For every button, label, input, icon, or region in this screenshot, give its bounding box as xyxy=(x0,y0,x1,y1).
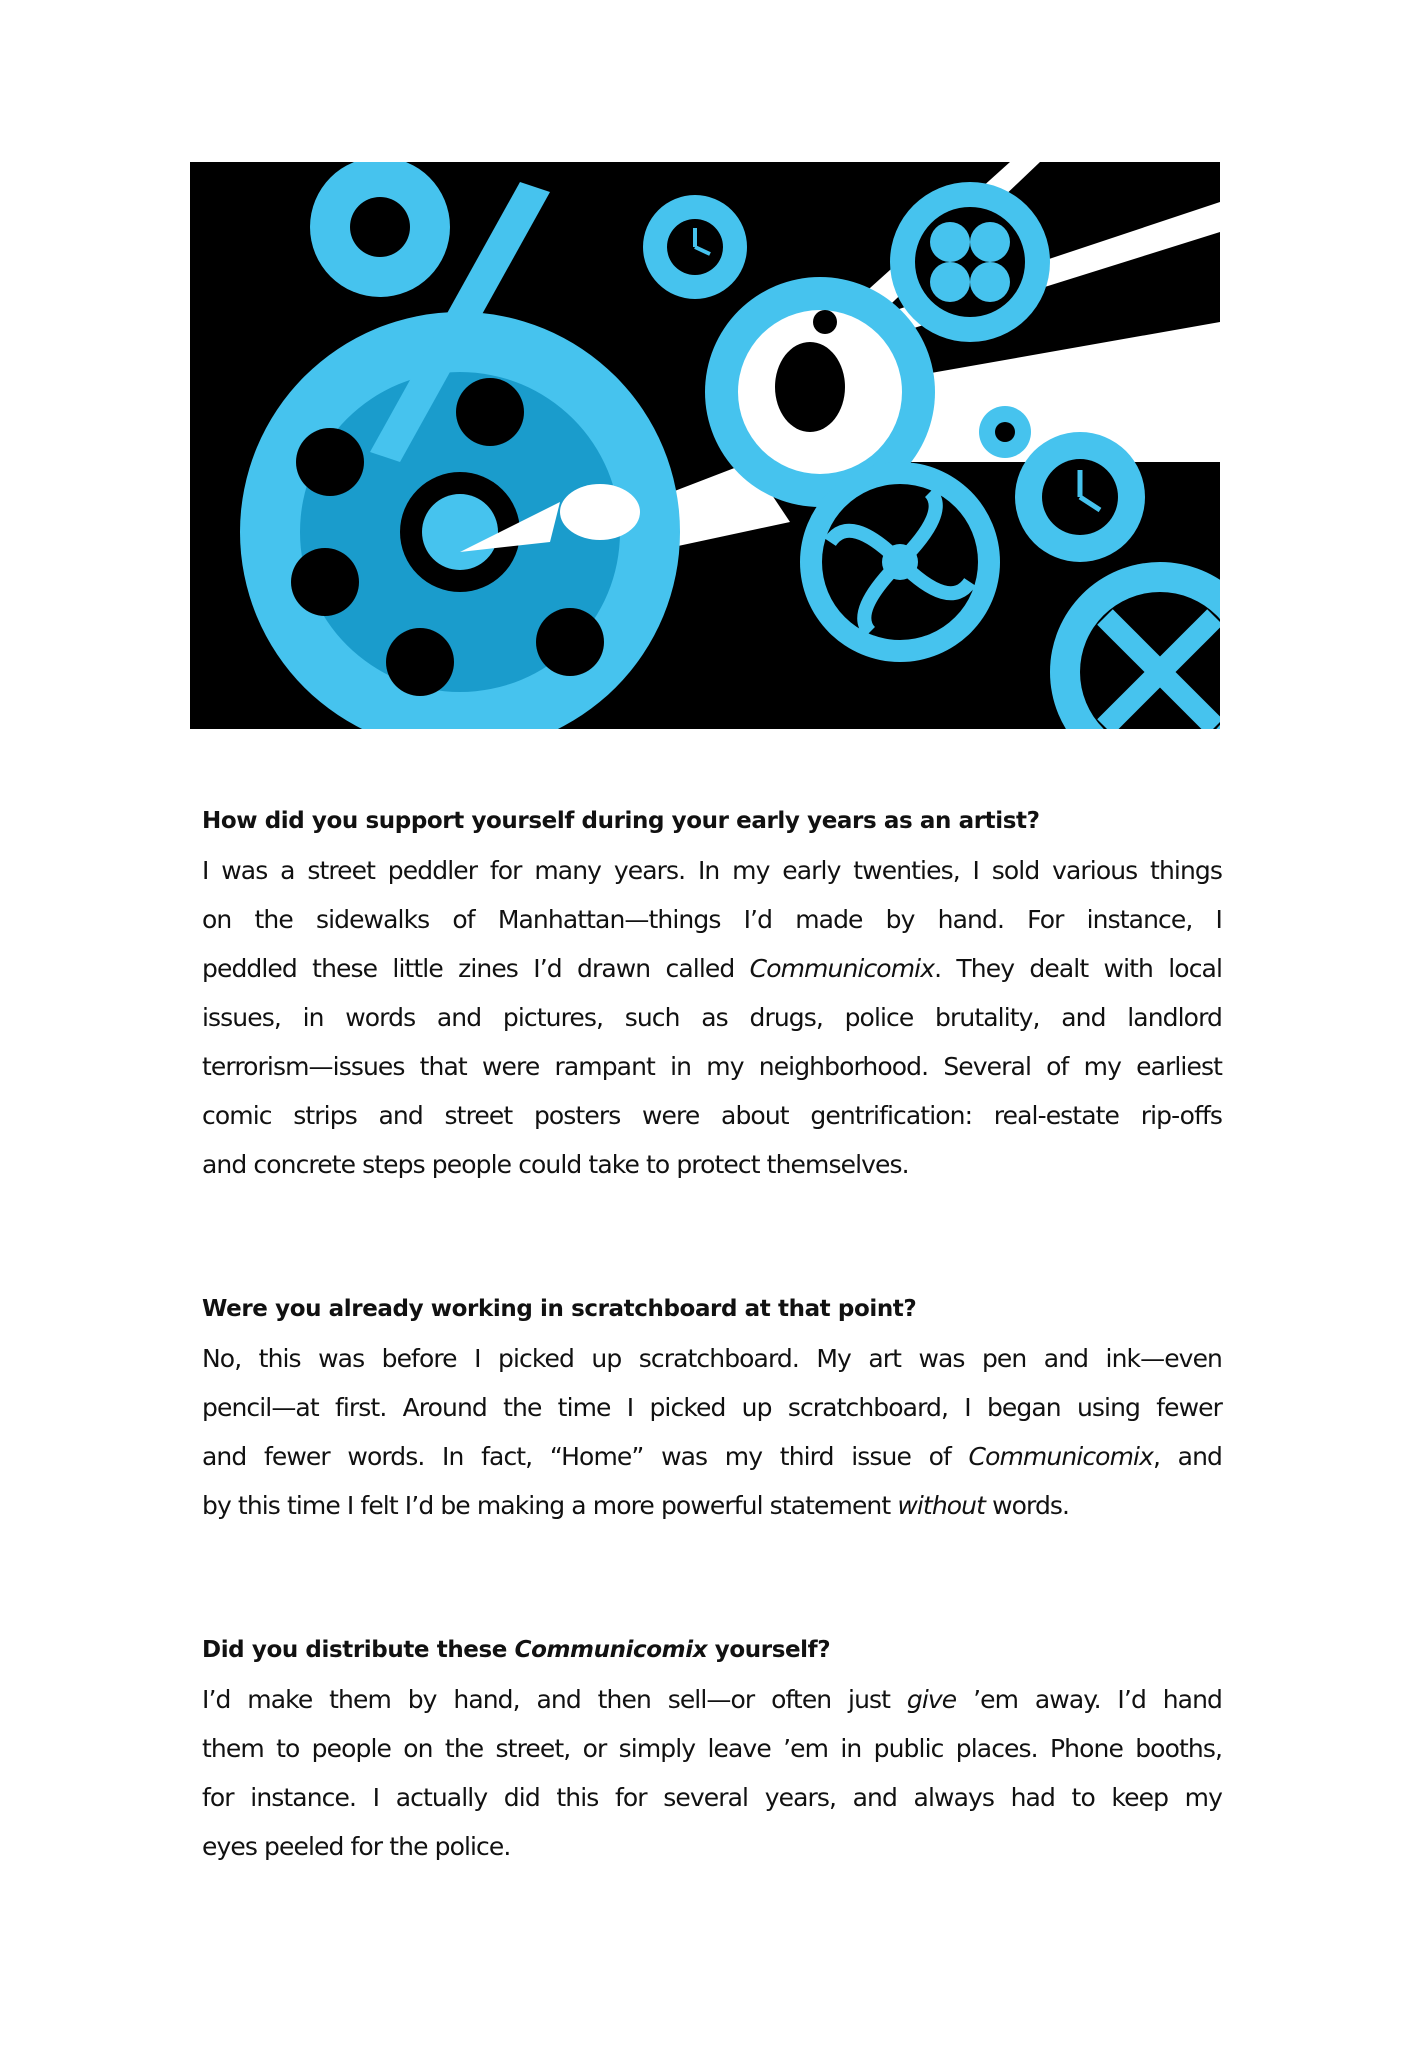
answer-text: and fewer words. In fact, “Home” was my third issue of xyxy=(202,1442,969,1471)
answer-line: on the sidewalks of Manhattan—things I’d made by hand. For instance, I xyxy=(202,905,1222,934)
gears-artwork xyxy=(190,162,1220,729)
question-heading xyxy=(202,1626,1222,1675)
clover-gear-icon xyxy=(890,182,1050,342)
answer-emphasis: give xyxy=(906,1685,957,1714)
answer-line xyxy=(202,1432,1222,1481)
answer-emphasis: Communicomix xyxy=(968,1442,1153,1471)
answer-line: them to people on the street, or simply leave ’em in public places. Phone booths, xyxy=(202,1734,1222,1763)
answer-text: . They dealt with local xyxy=(934,954,1223,983)
answer-line: pencil—at first. Around the time I picked up scratchboard, I began using fewer xyxy=(202,1393,1222,1422)
answer-line: No, this was before I picked up scratchboard. My art was pen and ink—even xyxy=(202,1344,1222,1373)
question-emphasis: Communicomix xyxy=(514,1637,708,1663)
clock-gear-top-icon xyxy=(643,195,747,299)
answer-paragraph xyxy=(202,1675,1222,1871)
qa-section-2 xyxy=(202,1285,1222,1530)
question-text: Did you distribute these xyxy=(202,1637,515,1663)
small-gear-center-icon xyxy=(979,406,1031,458)
spiral-gear-icon xyxy=(800,462,1000,662)
answer-line: issues, in words and pictures, such as drugs, police brutality, and landlord xyxy=(202,1003,1222,1032)
qa-section-1 xyxy=(202,797,1222,1189)
answer-line: eyes peeled for the police. xyxy=(202,1832,511,1861)
question-text: yourself? xyxy=(707,1637,831,1663)
answer-text: , and xyxy=(1152,1442,1222,1471)
answer-line xyxy=(202,1675,1222,1724)
answer-emphasis: without xyxy=(897,1491,986,1520)
clock-gear-right-icon xyxy=(1015,432,1145,562)
answer-paragraph xyxy=(202,846,1222,1189)
answer-line: terrorism—issues that were rampant in my neighborhood. Several of my earliest xyxy=(202,1052,1222,1081)
answer-text: ’em away. I’d hand xyxy=(956,1685,1222,1714)
answer-paragraph xyxy=(202,1334,1222,1530)
question-heading: Were you already working in scratchboard at that point? xyxy=(202,1296,917,1322)
answer-text: peddled these little zines I’d drawn called xyxy=(202,954,750,983)
answer-line xyxy=(202,1481,1222,1530)
answer-line: comic strips and street posters were about gentrification: real-estate rip-offs xyxy=(202,1101,1222,1130)
answer-text: words. xyxy=(985,1491,1070,1520)
answer-emphasis: Communicomix xyxy=(749,954,935,983)
question-heading: How did you support yourself during your early years as an artist? xyxy=(202,808,1040,834)
answer-line xyxy=(202,944,1222,993)
answer-text: by this time I felt I’d be making a more powerful statement xyxy=(202,1491,898,1520)
small-gear-top-left-icon xyxy=(310,162,450,297)
answer-text: I’d make them by hand, and then sell—or often just xyxy=(202,1685,907,1714)
gears-illustration xyxy=(190,162,1220,729)
qa-section-3 xyxy=(202,1626,1222,1871)
answer-line: and concrete steps people could take to protect themselves. xyxy=(202,1150,909,1179)
answer-line: I was a street peddler for many years. In my early twenties, I sold various things xyxy=(202,856,1222,885)
answer-line: for instance. I actually did this for several years, and always had to keep my xyxy=(202,1783,1222,1812)
